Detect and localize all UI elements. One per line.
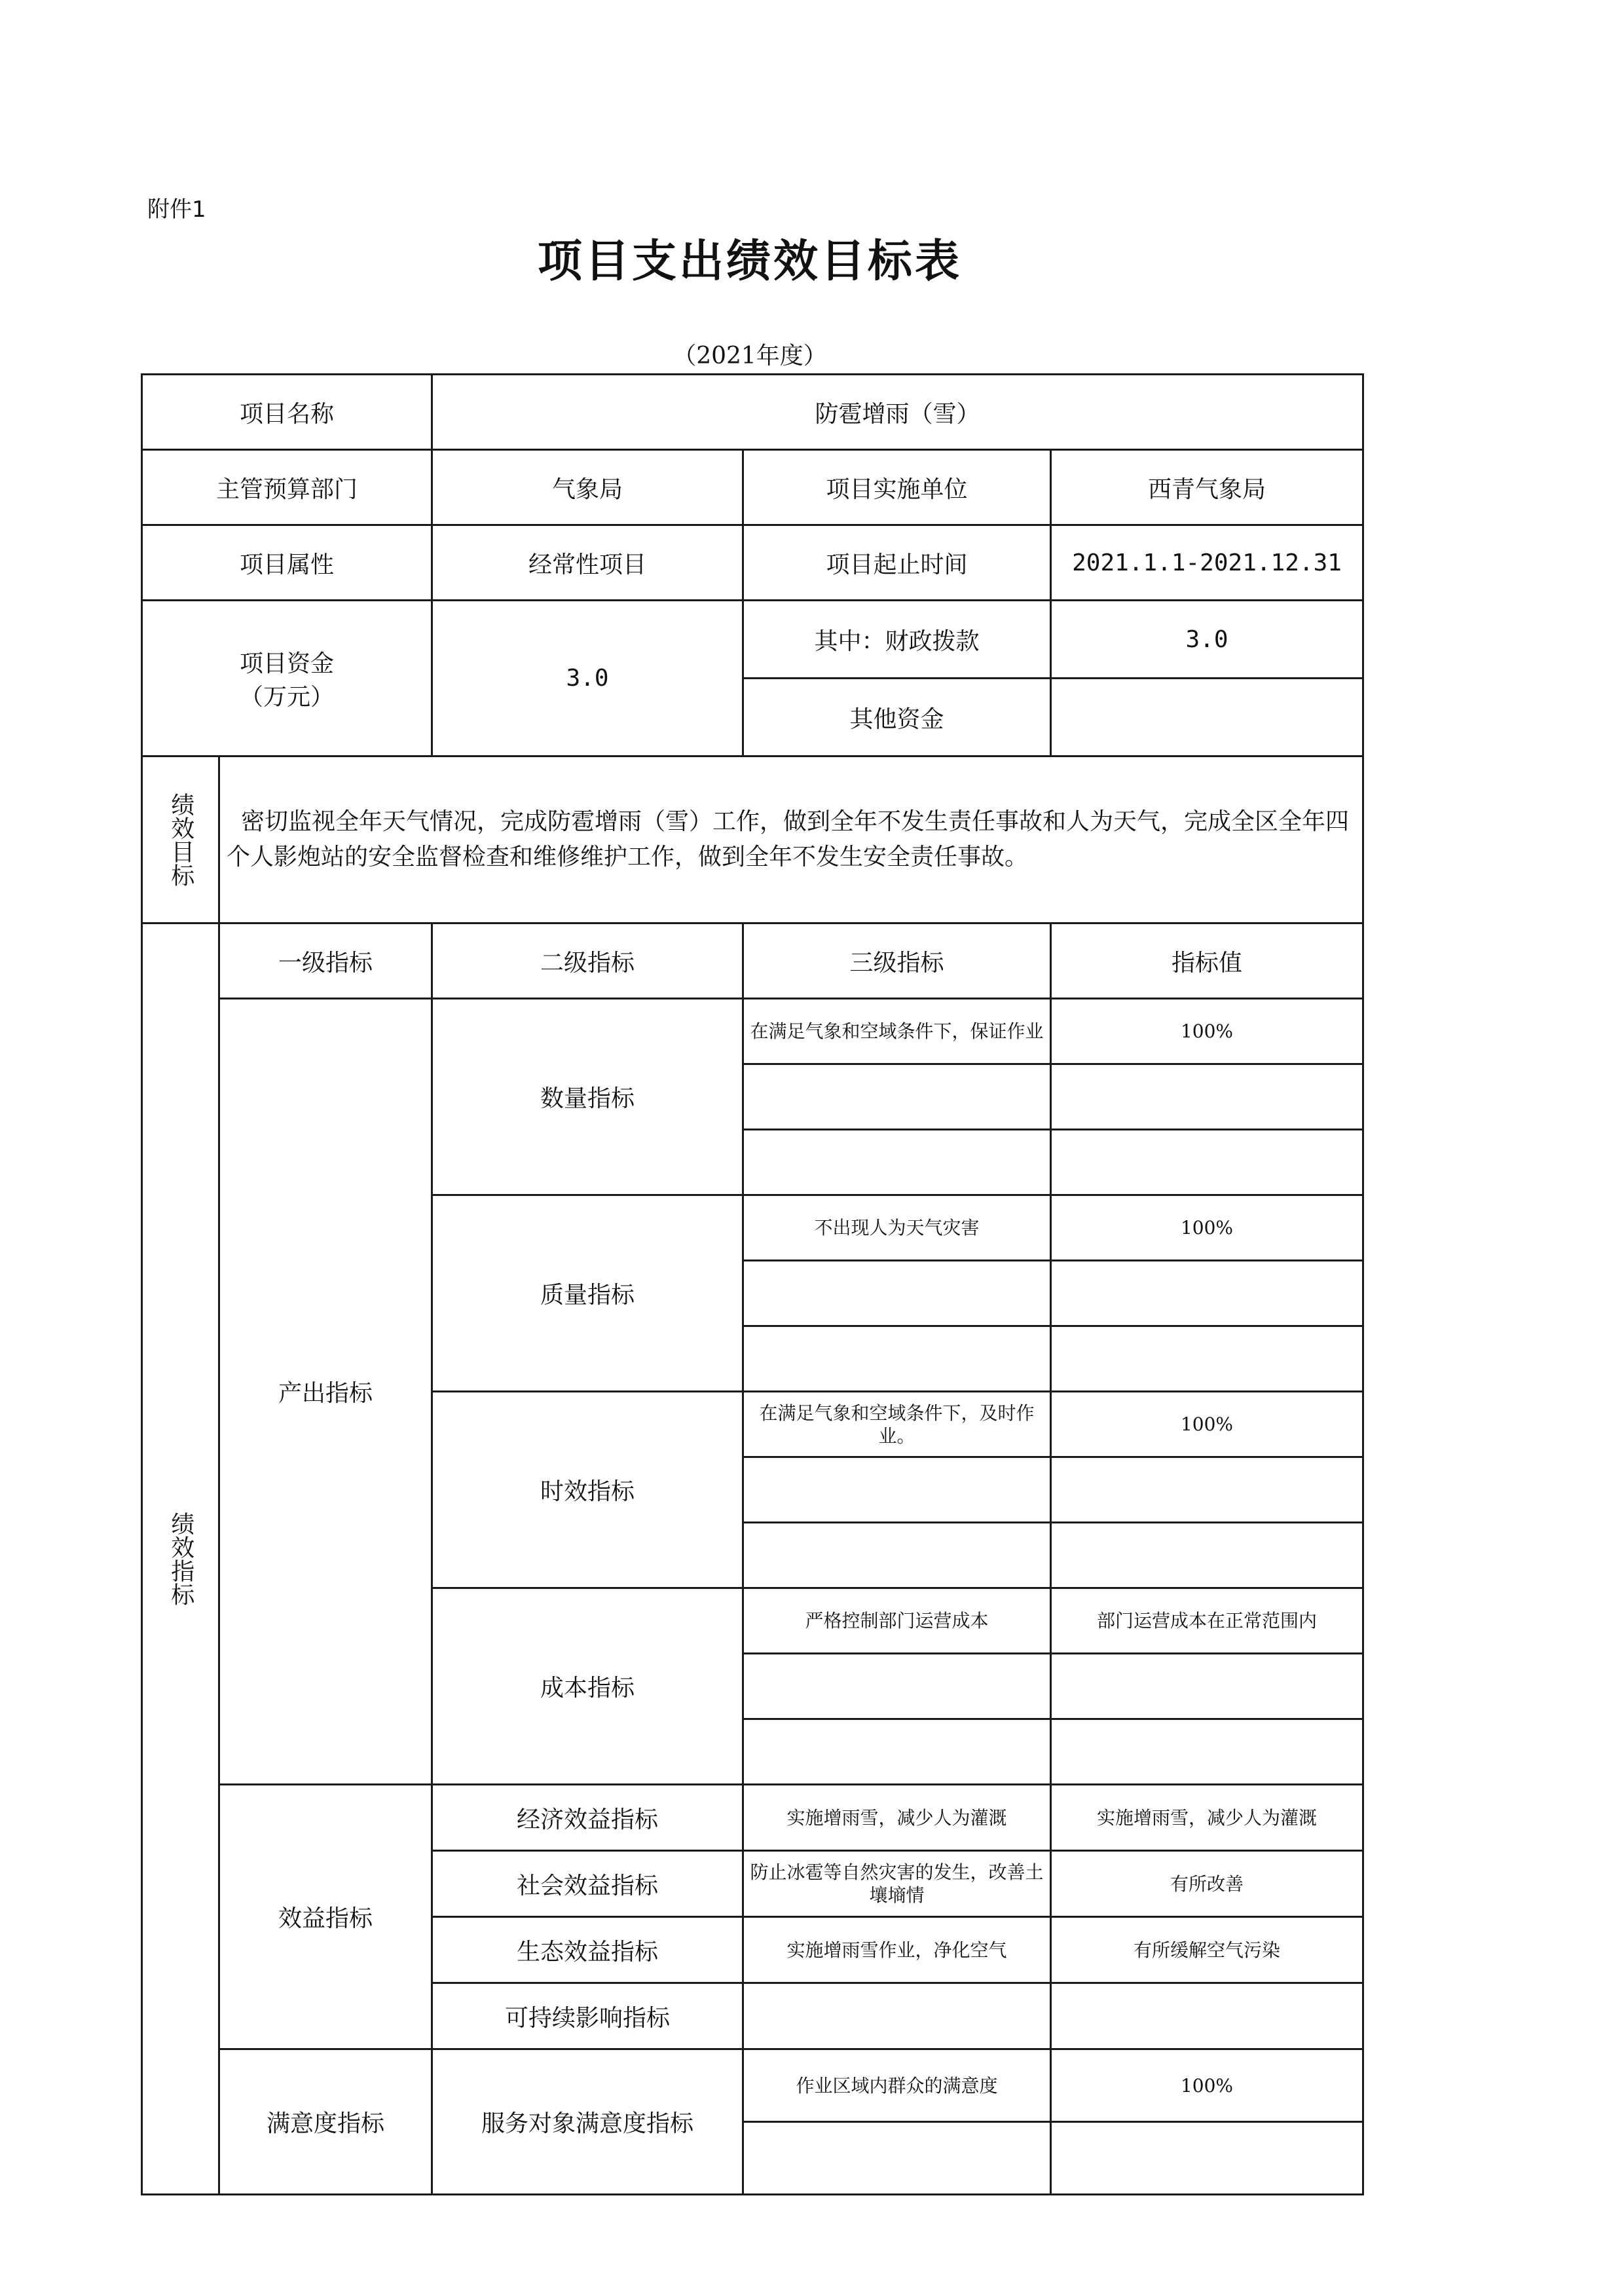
satisfaction-l2-label: 服务对象满意度指标 (432, 2049, 743, 2195)
quality-l3: 不出现人为天气灾害 (743, 1195, 1051, 1261)
unit-value: 西青气象局 (1051, 450, 1363, 525)
header-level2: 二级指标 (432, 924, 743, 999)
funds-label-line1: 项目资金 (240, 650, 335, 677)
table-row (142, 999, 1363, 1064)
funds-total: 3.0 (432, 601, 743, 756)
timeliness-label: 时效指标 (432, 1392, 743, 1588)
indicator-header-row (142, 924, 1363, 999)
empty-cell (743, 1654, 1051, 1719)
cost-l3: 严格控制部门运营成本 (743, 1588, 1051, 1654)
quantity-value: 100% (1051, 999, 1363, 1064)
benefit-label: 效益指标 (219, 1785, 432, 2049)
empty-cell (743, 1064, 1051, 1130)
table-row (142, 1785, 1363, 1851)
sustainable-label: 可持续影响指标 (432, 1983, 743, 2049)
cost-label: 成本指标 (432, 1588, 743, 1785)
header-level3: 三级指标 (743, 924, 1051, 999)
empty-cell (1051, 1457, 1363, 1523)
ecological-l3: 实施增雨雪作业，净化空气 (743, 1917, 1051, 1983)
unit-label: 项目实施单位 (743, 450, 1051, 525)
empty-cell (743, 1261, 1051, 1326)
quantity-l3: 在满足气象和空域条件下，保证作业 (743, 999, 1051, 1064)
empty-cell (1051, 2122, 1363, 2195)
economic-l3: 实施增雨雪，减少人为灌溉 (743, 1785, 1051, 1851)
quality-value: 100% (1051, 1195, 1363, 1261)
ecological-value: 有所缓解空气污染 (1051, 1917, 1363, 1983)
social-value: 有所改善 (1051, 1851, 1363, 1917)
empty-cell (743, 1523, 1051, 1588)
ecological-label: 生态效益指标 (432, 1917, 743, 1983)
fiscal-label: 其中：财政拨款 (743, 601, 1051, 679)
attachment-label: 附件1 (147, 196, 206, 223)
period-value: 2021.1.1-2021.12.31 (1051, 525, 1363, 601)
timeliness-l3: 在满足气象和空域条件下，及时作业。 (743, 1392, 1051, 1457)
empty-cell (1051, 1654, 1363, 1719)
other-funds-value (1051, 679, 1363, 756)
empty-cell (743, 1130, 1051, 1195)
indicators-label: 绩效指标 (142, 924, 219, 2195)
header-level1: 一级指标 (219, 924, 432, 999)
satisfaction-l3: 作业区域内群众的满意度 (743, 2049, 1051, 2122)
sustainable-value (1051, 1983, 1363, 2049)
row-funds (142, 601, 1363, 679)
cost-value: 部门运营成本在正常范围内 (1051, 1588, 1363, 1654)
timeliness-value: 100% (1051, 1392, 1363, 1457)
social-label: 社会效益指标 (432, 1851, 743, 1917)
year-label: （2021年度） (673, 343, 827, 369)
empty-cell (1051, 1064, 1363, 1130)
empty-cell (1051, 1326, 1363, 1392)
empty-cell (743, 2122, 1051, 2195)
sustainable-l3 (743, 1983, 1051, 2049)
other-funds-label: 其他资金 (743, 679, 1051, 756)
row-attribute (142, 525, 1363, 601)
empty-cell (1051, 1523, 1363, 1588)
economic-label: 经济效益指标 (432, 1785, 743, 1851)
goal-label: 绩效目标 (142, 756, 219, 924)
quantity-label: 数量指标 (432, 999, 743, 1195)
dept-label: 主管预算部门 (142, 450, 432, 525)
performance-table (141, 373, 1364, 2195)
empty-cell (1051, 1719, 1363, 1785)
empty-cell (1051, 1261, 1363, 1326)
social-l3: 防止冰雹等自然灾害的发生，改善土壤墒情 (743, 1851, 1051, 1917)
satisfaction-value: 100% (1051, 2049, 1363, 2122)
output-label: 产出指标 (219, 999, 432, 1785)
attr-label: 项目属性 (142, 525, 432, 601)
row-project-name (142, 375, 1363, 450)
project-name-label: 项目名称 (142, 375, 432, 450)
row-goal (142, 756, 1363, 924)
page-title: 项目支出绩效目标表 (537, 236, 962, 288)
row-department (142, 450, 1363, 525)
period-label: 项目起止时间 (743, 525, 1051, 601)
economic-value: 实施增雨雪，减少人为灌溉 (1051, 1785, 1363, 1851)
quality-label: 质量指标 (432, 1195, 743, 1392)
header-value: 指标值 (1051, 924, 1363, 999)
fiscal-value: 3.0 (1051, 601, 1363, 679)
funds-label (142, 601, 432, 756)
attr-value: 经常性项目 (432, 525, 743, 601)
dept-value: 气象局 (432, 450, 743, 525)
table-row (142, 2049, 1363, 2122)
satisfaction-label: 满意度指标 (219, 2049, 432, 2195)
empty-cell (743, 1719, 1051, 1785)
funds-label-line2: （万元） (240, 683, 335, 711)
goal-text: 密切监视全年天气情况，完成防雹增雨（雪）工作，做到全年不发生责任事故和人为天气，完成全区全年四个人影炮站的安全监督检查和维修维护工作，做到全年不发生安全责任事故。 (219, 756, 1363, 924)
project-name-value: 防雹增雨（雪） (432, 375, 1363, 450)
empty-cell (743, 1326, 1051, 1392)
empty-cell (743, 1457, 1051, 1523)
empty-cell (1051, 1130, 1363, 1195)
